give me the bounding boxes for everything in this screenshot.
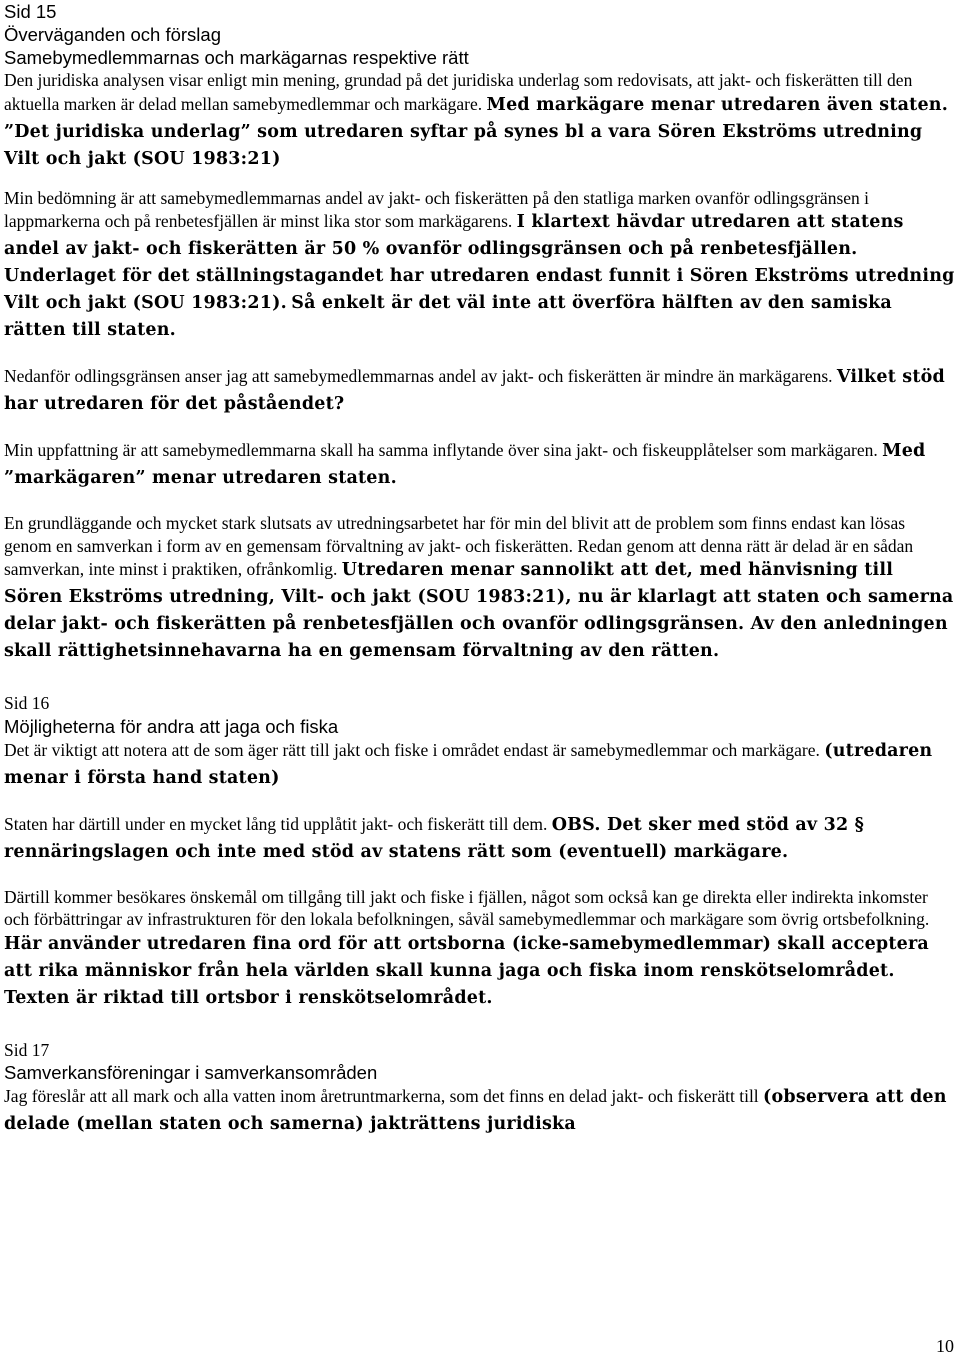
document-page [4,0,956,1138]
quoted-text: Min bedömning är att samebymedlemmarnas andel av jakt- och fiskerätten på den statliga marken ovanför odlingsgränsen i lappmarkerna och på renbetesfjällen är minst lika stor som markägarens. [4,187,870,231]
author-comment: Med markägare menar utredaren även staten. ”Det juridiska underlag” som utredaren syftar på synes bl a vara Sören Ekströms utredning Vilt och jakt (SOU 1983:21) [4,94,948,169]
author-comment: (observera att den delade (mellan staten och samerna) jakträttens juridiska [4,1087,947,1134]
section-heading-sid17: Samverkansföreningar i samverkansområden [4,1062,378,1083]
quoted-text: Därtill kommer besökares önskemål om tillgång till jakt och fiske i fjällen, något som också kan ge direkta eller indirekta inkomster och förbättringar av infrastrukturen för den lokala befolkningen, såväl samebymedlemmar och markägare som övrig ortsbefolkning. [4,886,930,929]
quoted-text: Den juridiska analysen visar enligt min mening, grundad på det juridiska underlag som redovisats, att jakt- och fiskerätten till den aktuella marken är delad mellan samebymedlemmar och markägare. [4,70,913,114]
quoted-text: Min uppfattning är att samebymedlemmarna skall ha samma inflytande över sina jakt- och fiskeupplåtelser som markägaren. [4,440,878,460]
paragraph-sid16-3 [4,886,956,1012]
author-comment: Med ”markägaren” menar utredaren staten. [4,441,926,488]
page-label-sid16: Sid 16 [4,693,50,713]
section-subheading-sid15: Samebymedlemmarnas och markägarnas respektive rätt [4,47,469,68]
quoted-text: En grundläggande och mycket stark slutsats av utredningsarbetet har för min del blivit att de problem som finns endast kan lösas genom en samverkan i form av en gemensam förvaltning av jakt- och fiskerätten. Redan genom att denna rätt är delad är en sådan samverkan, inte minst i praktiken, ofrånkomlig. [4,513,914,579]
quoted-text: Jag föreslår att all mark och alla vatten inom åretruntmarkerna, som det finns en delad jakt- och fiskerätt till [4,1086,759,1106]
paragraph-sid17-1 [4,1084,956,1138]
paragraph-sid15-4 [4,438,956,492]
author-comment: OBS. Det sker med stöd av 32 § rennäringslagen och inte med stöd av statens rätt som (eventuell) markägare. [4,814,864,862]
paragraph-sid15-1 [4,69,956,173]
section-heading-sid15: Överväganden och förslag [4,24,221,45]
author-comment: I klartext hävdar utredaren att statens andel av jakt- och fiskerätten är 50 % ovanför odlingsgränsen och på renbetesfjällen. Underlaget för det ställningstagandet har utredaren endast funnit i Sören Ekströms utredning Vilt och jakt (SOU 1983:21). [4,212,955,313]
paragraph-sid15-3 [4,364,956,418]
page-number: 10 [936,1336,954,1356]
paragraph-sid15-5 [4,512,956,665]
quoted-text: Nedanför odlingsgränsen anser jag att samebymedlemmarnas andel av jakt- och fiskerätten är mindre än markägarens. [4,366,833,386]
author-comment: Så enkelt är det väl inte att överföra hälften av den samiska rätten till staten. [4,293,892,340]
author-comment: Utredaren menar sannolikt att det, med hänvisning till Sören Ekströms utredning, Vilt- och jakt (SOU 1983:21), nu är klarlagt att staten och samerna delar jakt- och fiskerätten på renbetesfjällen och ovanför odlingsgränsen. Av den anledningen skall rättighetsinnehavarna ha en gemensam förvaltning av den rätten. [4,560,954,661]
quoted-text: Staten har därtill under en mycket lång tid upplåtit jakt- och fiskerätt till dem. [4,813,548,834]
page-label-sid15: Sid 15 [4,1,57,22]
section-heading-sid16: Möjligheterna för andra att jaga och fiska [4,715,339,737]
paragraph-sid15-2 [4,187,956,345]
paragraph-sid16-1 [4,738,956,792]
author-comment: (utredaren menar i första hand staten) [4,740,933,788]
quoted-text: Det är viktigt att notera att de som äger rätt till jakt och fiske i området endast är samebymedlemmar och markägare. [4,739,820,760]
page-label-sid17: Sid 17 [4,1039,50,1060]
paragraph-sid16-2 [4,812,956,866]
author-comment: Här använder utredaren fina ord för att ortsborna (icke-samebymedlemmar) skall acceptera att rika människor från hela världen skall kunna jaga och fiska inom renskötselområdet. Texten är riktad till ortsbor i renskötselområdet. [4,933,929,1008]
author-comment: Vilket stöd har utredaren för det påståendet? [4,367,945,414]
